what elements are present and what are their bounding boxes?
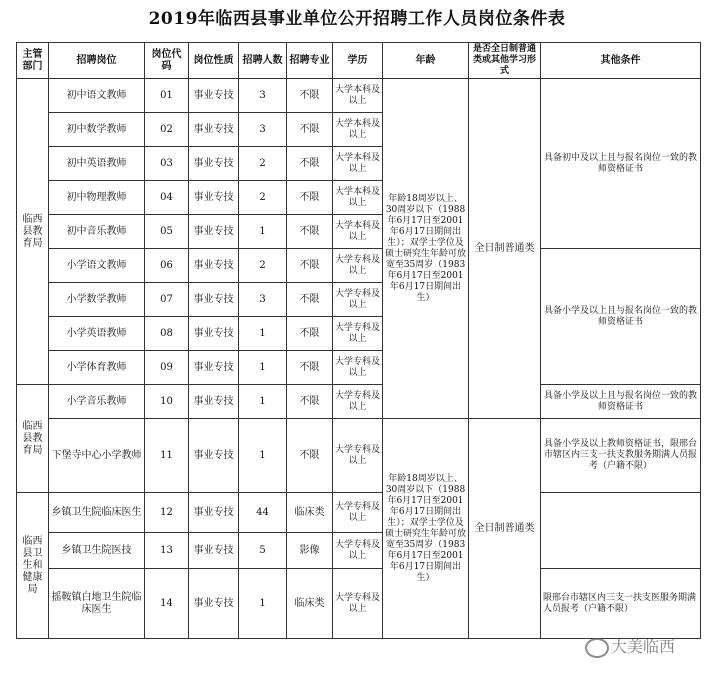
age-cell: 年龄18周岁以上、30周岁以下（1988年6月17日至2001年6月17日期间出生）；双学士学位及硕士研究生年龄可放宽至35周岁（1983年6月17日至2001年6月17日期间出生） (383, 79, 469, 419)
condition-cell: 限邢台市辖区内三支一扶支医服务期满人员报考（户籍不限） (541, 569, 701, 639)
table-row (17, 493, 701, 533)
header-row (17, 43, 701, 79)
code-cell: 06 (145, 249, 189, 283)
position-cell: 小学数学教师 (49, 283, 145, 317)
code-cell: 04 (145, 181, 189, 215)
position-cell: 小学语文教师 (49, 249, 145, 283)
major-cell: 不限 (287, 419, 333, 493)
position-cell: 下堡寺中心小学教师 (49, 419, 145, 493)
education-cell: 大学本科及以上 (333, 181, 383, 215)
nature-cell: 事业专技 (189, 147, 239, 181)
count-cell: 5 (239, 533, 287, 569)
major-cell: 不限 (287, 215, 333, 249)
position-cell: 初中数学教师 (49, 113, 145, 147)
code-cell: 05 (145, 215, 189, 249)
education-cell: 大学本科及以上 (333, 79, 383, 113)
education-cell: 大学专科及以上 (333, 283, 383, 317)
condition-cell: 具备小学及以上教师资格证书，限邢台市辖区内三支一扶支教服务期满人员报考（户籍不限） (541, 419, 701, 493)
education-cell: 大学专科及以上 (333, 351, 383, 385)
major-cell: 不限 (287, 283, 333, 317)
dept-cell: 临西县卫生和健康局 (17, 493, 49, 639)
count-cell: 2 (239, 181, 287, 215)
nature-cell: 事业专技 (189, 317, 239, 351)
nature-cell: 事业专技 (189, 419, 239, 493)
count-cell: 1 (239, 351, 287, 385)
condition-cell: 具备初中及以上且与报名岗位一致的教师资格证书 (541, 79, 701, 249)
education-cell: 大学专科及以上 (333, 569, 383, 639)
page-title: 2019年临西县事业单位公开招聘工作人员岗位条件表 (148, 9, 566, 29)
watermark (585, 634, 675, 658)
watermark-text: 大美临西 (611, 637, 676, 656)
position-cell: 乡镇卫生院临床医生 (49, 493, 145, 533)
education-cell: 大学专科及以上 (333, 419, 383, 493)
positions-table (16, 42, 701, 639)
nature-cell: 事业专技 (189, 385, 239, 419)
position-cell: 小学音乐教师 (49, 385, 145, 419)
major-cell: 不限 (287, 181, 333, 215)
condition-cell: 具备小学及以上且与报名岗位一致的教师资格证书 (541, 249, 701, 385)
table-row (17, 385, 701, 419)
nature-cell: 事业专技 (189, 493, 239, 533)
code-cell: 01 (145, 79, 189, 113)
table-row (17, 419, 701, 493)
major-cell: 临床类 (287, 569, 333, 639)
education-cell: 大学本科及以上 (333, 215, 383, 249)
header-nature: 岗位性质 (189, 43, 239, 79)
header-code: 岗位代码 (145, 43, 189, 79)
major-cell: 不限 (287, 317, 333, 351)
major-cell: 不限 (287, 113, 333, 147)
code-cell: 10 (145, 385, 189, 419)
nature-cell: 事业专技 (189, 533, 239, 569)
position-cell: 初中英语教师 (49, 147, 145, 181)
count-cell: 1 (239, 215, 287, 249)
age-cell: 年龄18周岁以上、30周岁以下（1988年6月17日至2001年6月17日期间出生）；双学士学位及硕士研究生年龄可放宽至35周岁（1983年6月17日至2001年6月17日期间出生） (383, 419, 469, 639)
major-cell: 不限 (287, 79, 333, 113)
count-cell: 2 (239, 147, 287, 181)
nature-cell: 事业专技 (189, 113, 239, 147)
position-cell: 初中语文教师 (49, 79, 145, 113)
education-cell: 大学专科及以上 (333, 533, 383, 569)
table-row (17, 249, 701, 283)
nature-cell: 事业专技 (189, 351, 239, 385)
position-cell: 初中音乐教师 (49, 215, 145, 249)
header-dept: 主管部门 (17, 43, 49, 79)
major-cell: 不限 (287, 385, 333, 419)
count-cell: 1 (239, 419, 287, 493)
education-cell: 大学本科及以上 (333, 113, 383, 147)
header-age: 年龄 (383, 43, 469, 79)
condition-cell-empty (541, 493, 701, 569)
count-cell: 1 (239, 569, 287, 639)
nature-cell: 事业专技 (189, 79, 239, 113)
fulltime-cell: 全日制普通类 (469, 79, 541, 419)
dept-cell: 临西县教育局 (17, 79, 49, 385)
count-cell: 2 (239, 249, 287, 283)
code-cell: 07 (145, 283, 189, 317)
header-education: 学历 (333, 43, 383, 79)
code-cell: 08 (145, 317, 189, 351)
nature-cell: 事业专技 (189, 181, 239, 215)
position-cell: 初中物理教师 (49, 181, 145, 215)
count-cell: 3 (239, 79, 287, 113)
code-cell: 09 (145, 351, 189, 385)
count-cell: 3 (239, 283, 287, 317)
count-cell: 44 (239, 493, 287, 533)
education-cell: 大学专科及以上 (333, 317, 383, 351)
header-count: 招聘人数 (239, 43, 287, 79)
header-position: 招聘岗位 (49, 43, 145, 79)
header-fulltime: 是否全日制普通类或其他学习形式 (469, 43, 541, 79)
code-cell: 13 (145, 533, 189, 569)
major-cell: 影像 (287, 533, 333, 569)
position-cell: 摇鞍镇白地卫生院临床医生 (49, 569, 145, 639)
code-cell: 12 (145, 493, 189, 533)
nature-cell: 事业专技 (189, 283, 239, 317)
education-cell: 大学专科及以上 (333, 385, 383, 419)
education-cell: 大学专科及以上 (333, 249, 383, 283)
dept-cell: 临西县教育局 (17, 385, 49, 493)
count-cell: 3 (239, 113, 287, 147)
education-cell: 大学专科及以上 (333, 493, 383, 533)
fulltime-cell: 全日制普通类 (469, 419, 541, 639)
major-cell: 临床类 (287, 493, 333, 533)
major-cell: 不限 (287, 249, 333, 283)
table-row (17, 79, 701, 113)
header-major: 招聘专业 (287, 43, 333, 79)
major-cell: 不限 (287, 147, 333, 181)
code-cell: 11 (145, 419, 189, 493)
table-row (17, 569, 701, 639)
major-cell: 不限 (287, 351, 333, 385)
wechat-icon (585, 638, 609, 658)
code-cell: 03 (145, 147, 189, 181)
code-cell: 02 (145, 113, 189, 147)
condition-cell: 具备小学及以上且与报名岗位一致的教师资格证书 (541, 385, 701, 419)
position-cell: 小学英语教师 (49, 317, 145, 351)
nature-cell: 事业专技 (189, 215, 239, 249)
position-cell: 乡镇卫生院医技 (49, 533, 145, 569)
nature-cell: 事业专技 (189, 569, 239, 639)
education-cell: 大学本科及以上 (333, 147, 383, 181)
count-cell: 1 (239, 385, 287, 419)
code-cell: 14 (145, 569, 189, 639)
nature-cell: 事业专技 (189, 249, 239, 283)
header-other: 其他条件 (541, 43, 701, 79)
count-cell: 1 (239, 317, 287, 351)
position-cell: 小学体育教师 (49, 351, 145, 385)
